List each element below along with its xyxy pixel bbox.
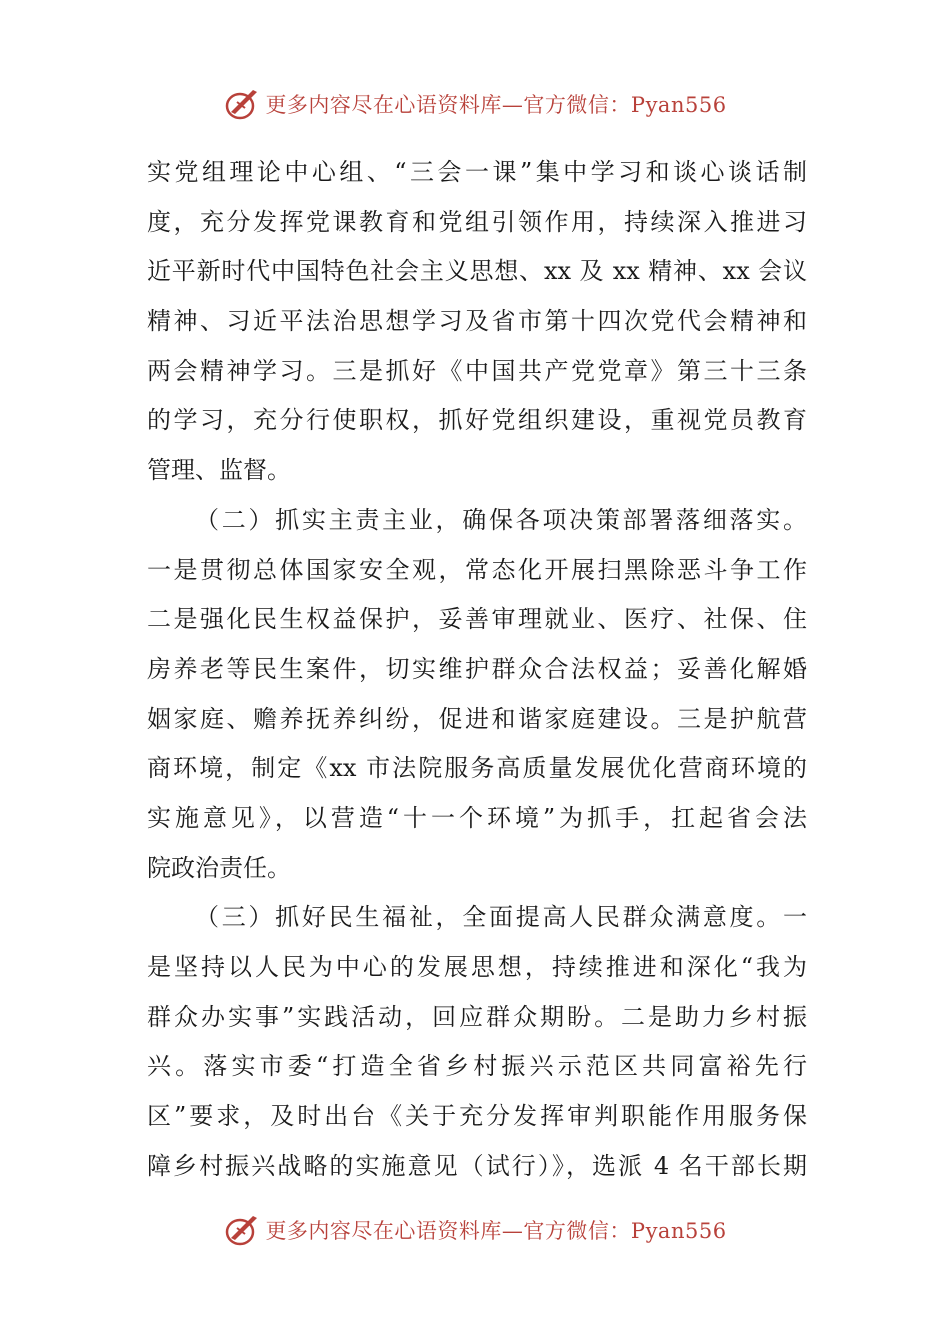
text-line: 管理、监督。 (147, 456, 291, 485)
text-line: 是坚持以人民为中心的发展思想，持续推进和深化“我为 (147, 953, 807, 981)
text-line: 近平新时代中国特色社会主义思想、xx 及 xx 精神、xx 会议 (147, 257, 807, 286)
watermark-banner-bottom (0, 1210, 950, 1250)
text-line: 二是强化民生权益保护，妥善审理就业、医疗、社保、住 (147, 605, 807, 634)
text-line: 一是贯彻总体国家安全观，常态化开展扫黑除恶斗争工作 (147, 555, 807, 584)
text-line: 精神、习近平法治思想学习及省市第十四次党代会精神和 (147, 307, 807, 336)
text-line: 度，充分发挥党课教育和党组引领作用，持续深入推进习 (147, 207, 807, 236)
section-heading: （三）抓好民生福祉，全面提高人民群众满意度。一 (195, 903, 807, 932)
quill-seal-logo-icon (223, 86, 263, 122)
text-line: 的学习，充分行使职权，抓好党组织建设，重视党员教育 (147, 406, 807, 435)
text-line: 区”要求，及时出台《关于充分发挥审判职能作用服务保 (147, 1102, 807, 1131)
section-heading: （二）抓实主责主业，确保各项决策部署落细落实。 (195, 505, 807, 534)
text-line: 群众办实事”实践活动，回应群众期盼。二是助力乡村振 (147, 1002, 807, 1031)
text-line: 两会精神学习。三是抓好《中国共产党党章》第三十三条 (147, 356, 807, 385)
document-body (147, 148, 807, 1191)
text-line: 实施意见》，以营造“十一个环境”为抓手，扛起省会法 (147, 803, 807, 832)
text-line: 兴。落实市委“打造全省乡村振兴示范区共同富裕先行 (147, 1052, 807, 1081)
text-line: 房养老等民生案件，切实维护群众合法权益；妥善化解婚 (147, 654, 807, 683)
text-line: 姻家庭、赡养抚养纠纷，促进和谐家庭建设。三是护航营 (147, 704, 807, 733)
text-line: 障乡村振兴战略的实施意见（试行）》，选派 4 名干部长期 (147, 1151, 807, 1180)
watermark-text: 更多内容尽在心语资料库—官方微信：Pyan556 (265, 93, 727, 117)
text-line: 院政治责任。 (147, 853, 291, 882)
watermark-banner-top (0, 84, 950, 124)
text-line: 实党组理论中心组、“三会一课”集中学习和谈心谈话制 (147, 158, 807, 186)
quill-seal-logo-icon (223, 1212, 263, 1248)
watermark-text: 更多内容尽在心语资料库—官方微信：Pyan556 (265, 1219, 727, 1243)
text-line: 商环境，制定《xx 市法院服务高质量发展优化营商环境的 (147, 754, 807, 783)
